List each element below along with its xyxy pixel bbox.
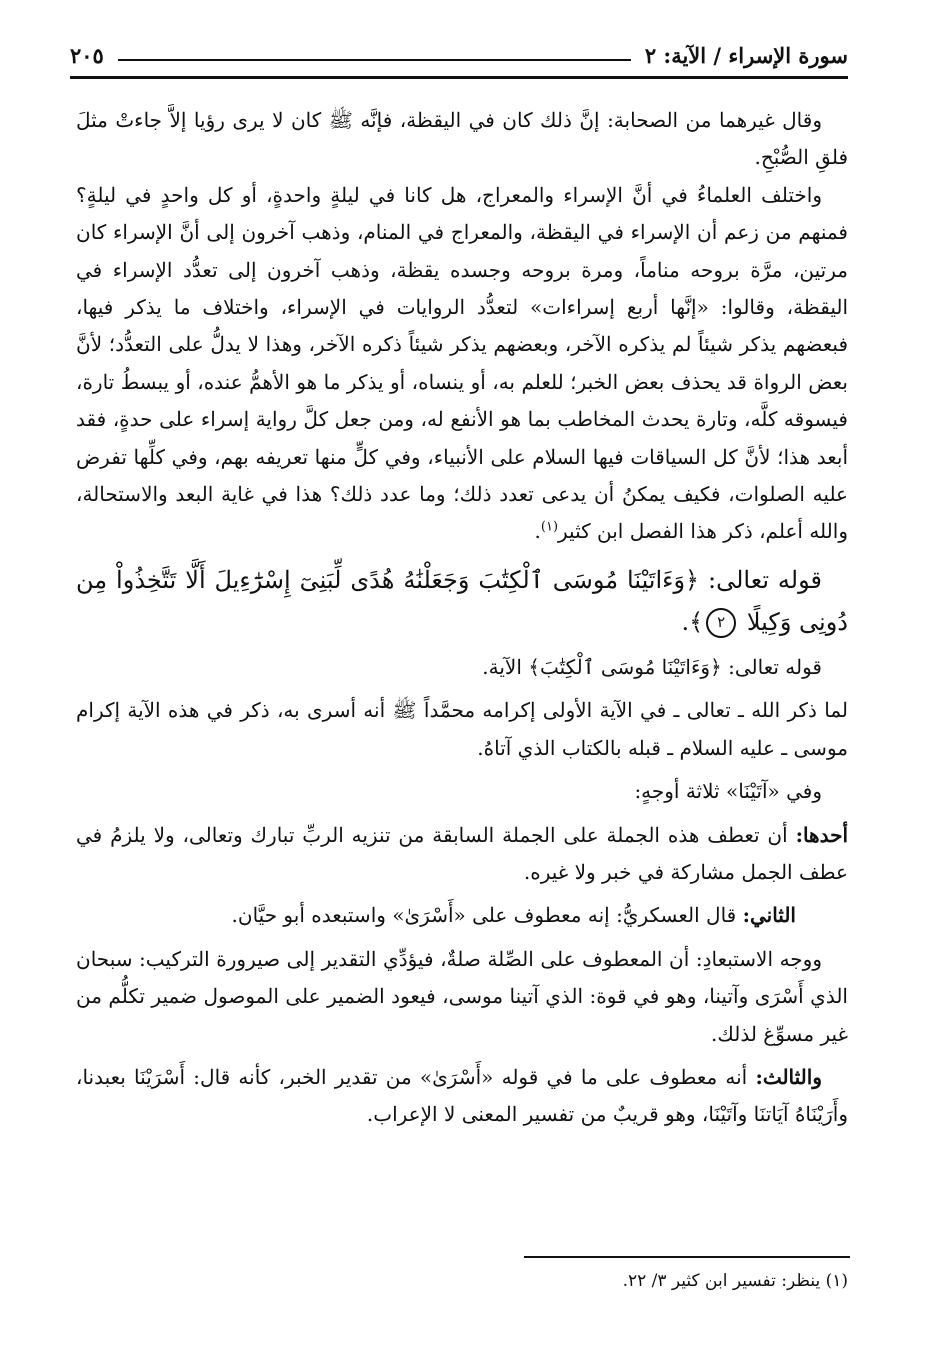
main-text <box>76 102 848 1242</box>
aspect-third-text: أنه معطوف على ما في قوله «أَسْرَىٰ» من تقدير الخبر، كأنه قال: أَسْرَيْنَا بعبدنا، وأَرَيْنَاهُ آيَاتنَا وآتَيْنَا، وهو قريبٌ من تفسير المعنى لا الإعراب. <box>76 1064 848 1127</box>
aspect-third-lead: والثالث: <box>755 1064 822 1089</box>
aspect-third <box>76 1059 848 1134</box>
aspect-second-lead: الثاني: <box>742 903 796 928</box>
paragraph-sahaba: وقال غيرهما من الصحابة: إنَّ ذلك كان في اليقظة، فإنَّه ﷺ كان لا يرى رؤيا إلاَّ جاءتْ مثلَ فلقِ الصُّبْحِ. <box>76 108 848 170</box>
page-header <box>70 36 848 74</box>
commentary-aspects-intro: وفي «آتَيْنَا» ثلاثة أوجهٍ: <box>634 779 822 804</box>
aspect-first-lead: أحدها: <box>795 822 848 847</box>
aspect-second-text: قال العسكريُّ: إنه معطوف على «أَسْرَىٰ» واستبعده أبو حيَّان. <box>231 903 737 928</box>
ayah-number-marker: ٢ <box>706 608 736 638</box>
footnote: (١) ينظر: تفسير ابن كثير ٣/ ٢٢. <box>622 1271 848 1291</box>
footnote-rule <box>524 1256 850 1258</box>
paragraph-ikhtilaf: واختلف العلماءُ في أنَّ الإسراء والمعراج، هل كانا في ليلةٍ واحدةٍ، أو كل واحدٍ في ليلةٍ؟ فمنهم من زعم أن الإسراء في اليقظة، والمعراج في المنام، وذهب آخرون إلى أنَّ الإسراء كان مرتين، مرَّة بروحه مناماً، ومرة بروحه وجسده يقظة، وذهب آخرون إلى تعدُّد الإسراء في اليقظة، وقالوا: «إنَّها أربع إسراءات» لتعدُّد الروايات في الإسراء، واختلاف ما يذكر فيها، فبعضهم يذكر شيئاً لم يذكره الآخر، وبعضهم يذكر شيئاً ذكره الآخر، وهذا لا يدلُّ على التعدُّد؛ لأنَّ بعض الرواة قد يحذف بعض الخبر؛ للعلم به، أو ينساه، أو يذكر ما هو الأهمُّ عنده، أو يبسطُ تارة، فيسوقه كلَّه، وتارة يحدث المخاطب بما هو الأنفع له، ومن جعل كلَّ رواية إسراء على حدةٍ، فقد أبعد هذا؛ لأنَّ كل السياقات فيها السلام على الأنبياء، وفي كلٍّ منها تعريفه بهم، وفي كلِّها تفرض عليه الصلوات، فكيف يمكنُ أن يدعى تعدد ذلك؛ وما عدد ذلك؟ هذا في غاية البعد والاستحالة، والله أعلم، ذكر هذا الفصل ابن كثير$^{(١)}$. <box>76 182 848 544</box>
footnote-marker[interactable]: (١) <box>540 519 559 535</box>
quran-verse: ﴿وَءَاتَيْنَا مُوسَى ٱلْكِتَٰبَ وَجَعَلْنَٰهُ هُدًى لِّبَنِىٓ إِسْرَٰٓءِيلَ أَلَّا تَتَّخِذُواْ مِن دُونِى وَكِيلًا <box>76 565 848 636</box>
aspect-second <box>76 897 848 934</box>
running-title: سورة الإسراء / الآية: ٢ <box>644 42 848 68</box>
verse-intro-label: قوله تعالى: <box>708 565 822 594</box>
objection-paragraph: ووجه الاستبعادِ: أن المعطوف على الصِّلة صلةٌ، فيؤدِّي التقدير إلى صيرورة التركيب: سبحان الذي أَسْرَى وآتينا، وهو في قوة: الذي آتينا موسى، فيعود الضمير على الموصول ضمير تكلُّم من غير مسوِّغ لذلك. <box>76 946 848 1046</box>
aspect-first-text: أن تعطف هذه الجملة على الجملة السابقة من تنزيه الربِّ تبارك وتعالى، ولا يلزمُ في عطف الجمل مشاركة في خبر ولا غيره. <box>76 822 848 884</box>
quran-verse-heading <box>76 559 848 643</box>
header-line <box>118 59 631 61</box>
commentary-link: لما ذكر الله ـ تعالى ـ في الآية الأولى إكرامه محمَّداً ﷺ أنه أسرى به، ذكر في هذه الآية إكرام موسى ـ عليه السلام ـ قبله بالكتاب الذي آتاهُ. <box>76 698 848 760</box>
paragraph-ikhtilaf-text: واختلف العلماءُ في أنَّ الإسراء والمعراج، هل كانا في ليلةٍ واحدةٍ، أو كل واحدٍ في ليلةٍ؟ فمنهم من زعم أن الإسراء في اليقظة، والمعراج في المنام، وذهب آخرون إلى أنَّ الإسراء كان مرتين، مرَّة بروحه مناماً، ومرة بروحه وجسده يقظة، وذهب آخرون إلى تعدُّد الإسراء في اليقظة، وقالوا: «إنَّها أربع إسراءات» لتعدُّد الروايات في الإسراء، واختلاف ما يذكر فيها، فبعضهم يذكر شيئاً لم يذكره الآخر، وبعضهم يذكر شيئاً ذكره الآخر، وهذا لا يدلُّ على التعدُّد؛ لأنَّ بعض الرواة قد يحذف بعض الخبر؛ للعلم به، أو ينساه، أو يذكر ما هو الأهمُّ عنده، أو يبسطُ تارة، فيسوقه كلَّه، وتارة يحدث المخاطب بما هو الأنفع له، ومن جعل كلَّ رواية إسراء على حدةٍ، فقد أبعد هذا؛ لأنَّ كل السياقات فيها السلام على الأنبياء، وفي كلٍّ منها تعريفه بهم، وفي كلِّها تفرض عليه الصلوات، فكيف يمكنُ أن يدعى تعدد ذلك؛ وما عدد ذلك؟ هذا في غاية البعد والاستحالة، والله أعلم، ذكر هذا الفصل ابن كثير <box>76 182 848 544</box>
aspect-first <box>76 817 848 892</box>
header-rule <box>70 76 848 79</box>
commentary-verse-ref: قوله تعالى: ﴿وَءَاتَيْنَا مُوسَى ٱلْكِتَٰبَ﴾ الآية. <box>482 654 822 679</box>
verse-close: ﴾. <box>681 607 704 636</box>
page-number: ٢٠٥ <box>70 42 104 68</box>
